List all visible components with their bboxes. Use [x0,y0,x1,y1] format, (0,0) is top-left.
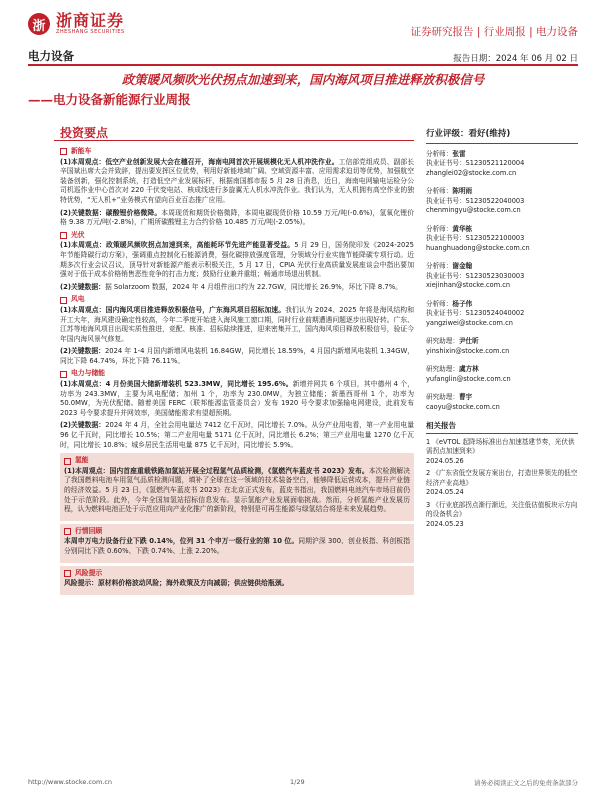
section-header: 光伏 [60,231,414,241]
checkbox-icon [64,570,71,577]
checkbox-icon [60,148,67,155]
invest-heading: 投资要点 [60,126,109,140]
section-header: 风电 [60,295,414,305]
paragraph: (1)本周观点：4 月份美国大储新增装机 523.3MW，同比增长 195.6%。新增并网共 6 个项目，其中德州 4 个，功率为 243.3MW，主要为风电配储；加州 1 个，功率为 230.0MW，为独立储能；新墨西哥州 1 个，功率为 50.0MW，为光伏配储。随着美国 FERC（联邦能源监管委员会）发布 1920 号令要求加强输电网建设，此前发布 2023 号令要求提升并网效率，美国储能需求有望超预期。 [60,380,414,417]
related-report[interactable]: 2 《广东省低空发展方案出台，打造世界领先的低空经济产业高地》 2024.05.24 [426,469,578,496]
paragraph: (1)本周观点：国内首座重载铁路加氢站开展全过程氢气品质检测，《氢燃汽车蓝皮书 2023》发布。本次检测解决了我国燃料电池车用氢气品质检测问题，填补了全球在这一领域的技术装备空白，能够降低运营成本，提升产业链的经济效益。5 月 23 日，《氢燃汽车蓝皮书 2023》在北京正式发布，蓝皮书指出，我国燃料电池汽车市场目前仍处于示范阶段。此外，今年全国加氢站招标信息发布。显示氢能产业发展面临挑战。然而，分析氢能产业发展历程，认为燃料电池正处于示范应用向产业化推广的新阶段，特别是可再生能源与绿氢结合将是未来发展趋势。 [64,466,410,514]
paragraph: (1)本周观点：国内海风项目推进释放积极信号，广东海风项目招标加速。我们认为 2024、2025 年将是海风结构和开工大年，海风建设确定性较高，今年二季度开始进入海风施工窗口期，同时行业前期遭遇问题逐步出现好转。广东、江苏等地海风项目出现实质性推进，竞配、核准、招标陆续推进，迎来密集开工，国内海风项目释放积极信号，验证今年国内海风景气修复。 [60,305,415,343]
invest-divider [54,140,414,141]
hydrogen-band [60,453,414,521]
analyst-card: 分析师：杨子伟 执业证书号：S1230524040002 yangziwei@stocke.com.cn [426,300,578,329]
company-name: 浙商证券 [56,11,125,30]
researcher-card: 研究助理：虞方林 yufanglin@stocke.com.cn [426,365,578,384]
paragraph: (1)本周观点：低空产业创新发展大会在穗召开，海南电网首次开展规模化无人机冲洗作业。工信部党组成员、副部长辛国斌出席大会并致辞，提出要发挥区位优势，利用好新能地域广阔、空域资源丰富、应用需求迫切等优势，加强航空装备创新，强化控制系统，打造低空产业发展标杆，根据南国都市报 5 月 28 日消息，近日，海南电网输电运检分公司机巡作业中心首次对 220 千伏变电站、核成线进行多旋翼无人机水冲洗作业。我们认为，无人机拥有高空作业的独特优势，“无人机+”业务模式有望向百业百态推广应用。 [60,157,414,204]
researcher-email[interactable]: yinshixin@stocke.com.cn [426,346,510,355]
analyst-card: 分析师：陈明雨 执业证书号：S1230522040003 chenmingyu@stocke.com.cn [426,187,578,216]
analyst-card: 分析师：黄华栋 执业证书号：S1230522100003 huanghuadong@stocke.com.cn [426,225,578,254]
paragraph: (2)关键数据：2024 年 1-4 月国内新增风电装机 16.84GW，同比增长 18.59%，4 月国内新增风电装机 1.34GW，同比下降 64.74%，环比下降 76.11%。 [60,347,414,365]
checkbox-icon [64,528,71,535]
analyst-card: 分析师：张雷 执业证书号：S1230521120004 zhanglei02@stocke.com.cn [426,150,578,179]
related-reports-title: 相关报告 [426,421,578,434]
checkbox-icon [60,232,67,239]
section-header: 新能车 [60,147,414,157]
analyst-email[interactable]: yangziwei@stocke.com.cn [426,318,513,327]
researcher-card: 研究助理：曹宇 caoyu@stocke.com.cn [426,393,578,412]
section-header: 风险提示 [64,569,410,579]
header-category: 证券研究报告 | 行业周报 | 电力设备 [410,26,578,38]
risk-band [60,566,414,595]
related-report[interactable]: 3 《行业底部拐点渐行渐近，关注低估值板块示方向的设备机会》 2024.05.23 [426,500,578,528]
industry-rating: 行业评级：看好(维持) [426,130,578,144]
checkbox-icon [60,297,67,304]
section-header: 行情回顾 [64,527,410,537]
report-subtitle: ——电力设备新能源行业周报 [28,92,191,107]
sidebar [426,130,578,532]
section-label: 电力设备 [28,49,74,63]
researcher-card: 研究助理：尹仕昕 yinshixin@stocke.com.cn [426,337,578,356]
paragraph: (2)关键数据：碳酸锂价格微降。本周现货和期货价格微降，本周电碳现货价格 10.59 万元/吨(-0.6%)，氢氧化锂价格 9.38 万元/吨(-2.8%)，广期所碳酸锂主力合约价格 10.485 万元/吨(-2.05%)。 [60,208,415,227]
checkbox-icon [64,458,71,465]
researcher-email[interactable]: caoyu@stocke.com.cn [426,402,500,411]
section-header: 氢能 [64,456,410,466]
paragraph: 风险提示：原材料价格波动风险；海外政策及方向减弱；供应链供给瓶颈。 [64,579,289,588]
paragraph: (1)本周观点：政策暖风频吹拐点加速到来，高能耗环节先进产能显著受益。5 月 29 日，国务院印发《2024-2025 年节能降碳行动方案》，强调重点控制化石能源消费，强化碳排放强度管理，分领域分行业实施节能降碳专项行动。近期多次行业会议召议，顶导针对新能源产能表示积极关注，5 月 17 日，CPIA 光伏行业高质量发展座谈会中指出要加强对于低于成本价格销售恶性竞争的打击力度；鼓励行业兼并重组；畅通市场退出机制。 [60,241,414,279]
page-number: 1/29 [290,778,305,786]
paragraph: 本周申万电力设备行业下跌 0.14%，位列 31 个申万一级行业的第 10 位。同期沪深 300、创业板指、科创板指分别同比下跌 0.60%、下跌 0.74%、上涨 2.20%。 [64,537,410,555]
analyst-email[interactable]: zhanglei02@stocke.com.cn [426,168,517,177]
analyst-email[interactable]: chenmingyu@stocke.com.cn [426,206,521,214]
report-date: 报告日期：2024 年 06 月 02 日 [453,54,578,64]
report-title: 政策暖风频吹光伏拐点加速到来，国内海风项目推进释放积极信号 [121,72,485,87]
related-report[interactable]: 1 《eVTOL 起降场标准出台加速基建节奏，光伏供需拐点加速到来》 2024.05.26 [426,437,575,465]
main-content [60,144,414,595]
checkbox-icon [60,371,67,378]
company-logo [28,8,168,40]
logo-icon: 浙 [28,13,50,35]
section-header: 电力与储能 [60,369,414,379]
analyst-email[interactable]: huanghuadong@stocke.com.cn [426,243,530,252]
header-divider [28,64,578,66]
disclaimer-note: 请务必阅读正文之后的免责条款部分 [474,779,578,787]
company-sub: ZHESHANG SECURITIES [56,29,125,35]
analyst-card: 分析师：谢金翰 执业证书号：S1230523030003 xiejinhan@stocke.com.cn [426,262,578,291]
researcher-email[interactable]: yufanglin@stocke.com.cn [426,374,511,383]
paragraph: (2)关键数据：据 Solarzoom 数据，2024 年 4 月组件出口约为 22.7GW，同比增长 26.9%，环比下降 8.7%。 [60,282,402,291]
analyst-email[interactable]: xiejinhan@stocke.com.cn [426,281,511,289]
paragraph: (2)关键数据：2024 年 4 月，全社会用电量达 7412 亿千瓦时，同比增长 7.0%。从分产业用电看，第一产业用电量 96 亿千瓦时，同比增长 10.5%；第二产业用电量 5171 亿千瓦时，同比增长 6.2%；第三产业用电量 1270 亿千瓦时，同比增长 10.8%；城乡居民生活用电量 875 亿千瓦时，同比增长 5.9%。 [60,421,414,449]
market-band [60,524,414,563]
footer-url[interactable]: http://www.stocke.com.cn [28,778,113,786]
